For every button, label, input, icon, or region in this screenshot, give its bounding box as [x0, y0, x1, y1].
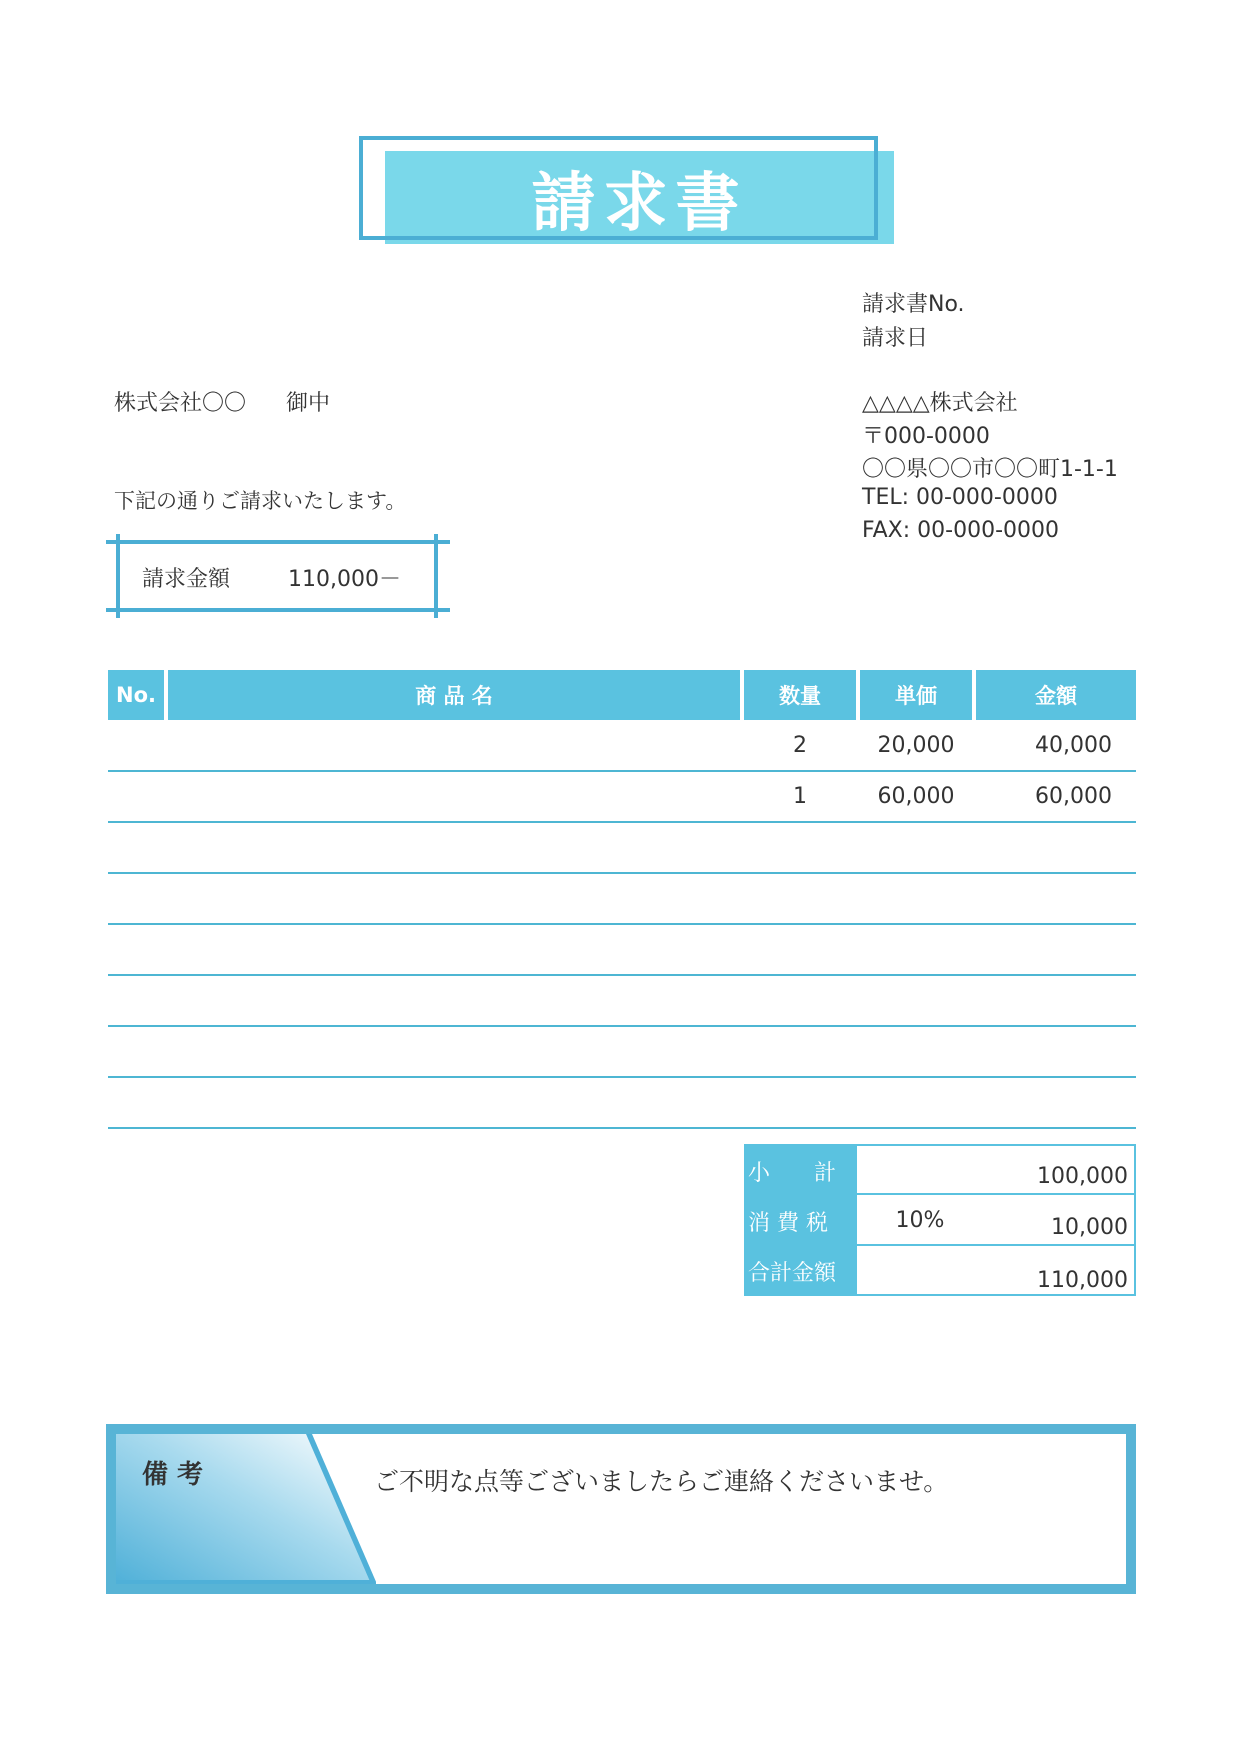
recipient-company: 株式会社〇〇: [114, 391, 247, 416]
total-label-text: 合計金額: [748, 1260, 837, 1286]
summary-divider: [857, 1244, 1134, 1246]
row-2-quantity: 1: [793, 784, 807, 809]
row-1-unit-price: 20,000: [877, 733, 955, 758]
row-2-amount: 60,000: [1035, 784, 1112, 809]
recipient-honorific: 御中: [286, 391, 331, 416]
table-row-line: [108, 872, 1136, 874]
sender-address: 〇〇県〇〇市〇〇町1-1-1: [862, 457, 1118, 482]
document-title: 請求書: [531, 166, 748, 241]
subtotal-label: [744, 1146, 857, 1196]
tax-label-text: 消 費 税: [748, 1210, 828, 1236]
summary-divider: [857, 1193, 1134, 1195]
table-row-line: [108, 1025, 1136, 1027]
header-quantity: 数量: [744, 670, 856, 720]
row-1-amount: 40,000: [1035, 733, 1112, 758]
subtotal-value: 100,000: [1037, 1164, 1128, 1189]
header-product-name: 商 品 名: [168, 670, 740, 720]
sender-fax: FAX: 00-000-0000: [862, 518, 1060, 543]
total-value: 110,000: [1037, 1268, 1128, 1293]
table-row-line: [108, 770, 1136, 772]
table-row-line: [108, 974, 1136, 976]
table-row-line: [108, 821, 1136, 823]
amount-label: 請求金額: [142, 567, 231, 592]
sender-tel: TEL: 00-000-0000: [862, 485, 1058, 510]
invoice-number-label: 請求書No.: [862, 292, 965, 317]
table-row-line: [108, 1076, 1136, 1078]
amount-box-bottom-line: [106, 608, 450, 612]
sender-postal: 〒000-0000: [862, 424, 990, 449]
header-unit-price: 単価: [860, 670, 972, 720]
table-row-line: [108, 923, 1136, 925]
intro-text: 下記の通りご請求いたします。: [114, 489, 407, 513]
notes-label: 備 考: [142, 1460, 204, 1490]
subtotal-label-text: 小 計: [748, 1160, 837, 1186]
amount-box-top-line: [106, 540, 450, 544]
table-row-line: [108, 1127, 1136, 1129]
sender-company: △△△△株式会社: [862, 391, 1018, 416]
notes-box: [106, 1424, 1136, 1594]
notes-text: ご不明な点等ございましたらご連絡くださいませ。: [374, 1467, 949, 1496]
tax-label: [744, 1196, 857, 1246]
row-2-unit-price: 60,000: [877, 784, 955, 809]
amount-box-right-line: [434, 534, 438, 618]
invoice-amount-box: [108, 540, 448, 612]
notes-inner: [116, 1434, 1126, 1584]
tax-rate: 10%: [895, 1208, 945, 1233]
header-no: No.: [108, 670, 164, 720]
total-label: [744, 1246, 857, 1296]
invoice-date-label: 請求日: [862, 326, 929, 351]
tax-value: 10,000: [1051, 1215, 1128, 1240]
row-1-quantity: 2: [793, 733, 807, 758]
amount-box-left-line: [116, 534, 120, 618]
amount-value: 110,000－: [288, 567, 401, 592]
header-amount: 金額: [976, 670, 1136, 720]
